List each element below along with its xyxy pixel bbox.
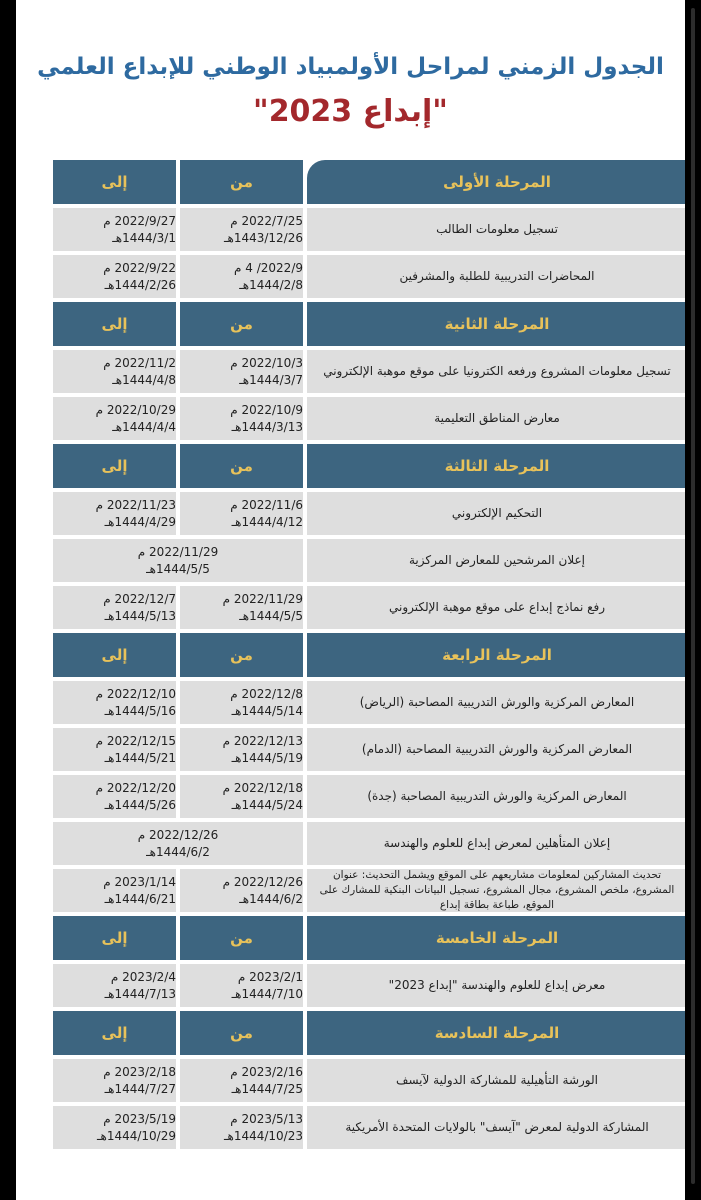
hijri-date: 1444/3/7هـ xyxy=(239,372,303,387)
phase-title: المرحلة الأولى xyxy=(307,160,687,204)
to-date-cell xyxy=(53,397,176,440)
gregorian-date: 2022/10/9 م xyxy=(230,402,303,417)
phase-title: المرحلة الخامسة xyxy=(307,916,687,960)
gregorian-date: 2022/10/29 م xyxy=(95,402,176,417)
hijri-date: 1444/7/13هـ xyxy=(104,986,176,1001)
hijri-date: 1444/5/26هـ xyxy=(104,797,176,812)
schedule-row xyxy=(34,208,687,251)
hijri-date: 1444/7/27هـ xyxy=(104,1081,176,1096)
activity-label: رفع نماذج إبداع على موقع موهبة الإلكتروني xyxy=(307,586,687,629)
from-column-header: من xyxy=(180,1011,303,1055)
to-column-header: إلى xyxy=(53,633,176,677)
gregorian-date: 2022/12/8 م xyxy=(230,686,303,701)
to-column-header: إلى xyxy=(53,916,176,960)
hijri-date: 1444/5/19هـ xyxy=(231,750,303,765)
activity-label: تسجيل معلومات المشروع ورفعه الكترونيا على موقع موهبة الإلكتروني xyxy=(307,350,687,393)
to-column-header: إلى xyxy=(53,444,176,488)
gregorian-date: 2022/9/27 م xyxy=(103,213,176,228)
hijri-date: 1444/7/25هـ xyxy=(231,1081,303,1096)
schedule-row xyxy=(34,1106,687,1149)
activity-label: المعارض المركزية والورش التدريبية المصاحبة (الرياض) xyxy=(307,681,687,724)
from-column-header: من xyxy=(180,444,303,488)
from-date-cell xyxy=(180,869,303,912)
gregorian-date: 2022/12/26 م xyxy=(222,874,303,889)
gregorian-date: 2023/2/18 م xyxy=(103,1064,176,1079)
activity-label: تحديث المشاركين لمعلومات مشاريعهم على الموقع ويشمل التحديث: عنوان المشروع، ملخص المشروع، مجال المشروع، تسجيل البيانات البنكية للمشارك على الموقع، طباعة بطاقة إبداع xyxy=(307,869,687,912)
gregorian-date: 2022/12/15 م xyxy=(95,733,176,748)
schedule-row xyxy=(34,822,687,865)
hijri-date: 1444/4/29هـ xyxy=(104,514,176,529)
from-date-cell xyxy=(180,397,303,440)
gregorian-date: 2023/1/14 م xyxy=(103,874,176,889)
hijri-date: 1444/6/2هـ xyxy=(239,891,303,906)
from-date-cell xyxy=(180,208,303,251)
hijri-date: 1444/10/23هـ xyxy=(223,1128,303,1143)
activity-label: إعلان المتأهلين لمعرض إبداع للعلوم والهندسة xyxy=(307,822,687,865)
hijri-date: 1444/5/16هـ xyxy=(104,703,176,718)
to-date-cell xyxy=(53,775,176,818)
activity-label: معارض المناطق التعليمية xyxy=(307,397,687,440)
hijri-date: 1444/2/8هـ xyxy=(239,277,303,292)
to-date-cell xyxy=(53,728,176,771)
scrollbar-thumb[interactable] xyxy=(691,8,695,1184)
from-column-header: من xyxy=(180,160,303,204)
from-date-cell xyxy=(180,775,303,818)
hijri-date: 1444/5/5هـ xyxy=(146,561,210,576)
hijri-date: 1444/5/21هـ xyxy=(104,750,176,765)
hijri-date: 1444/4/12هـ xyxy=(231,514,303,529)
to-date-cell xyxy=(53,681,176,724)
page-title: الجدول الزمني لمراحل الأولمبياد الوطني للإبداع العلمي xyxy=(37,54,664,80)
gregorian-date: 2022/9/ 4 م xyxy=(234,260,303,275)
schedule-row xyxy=(34,350,687,393)
gregorian-date: 2022/12/18 م xyxy=(222,780,303,795)
gregorian-date: 2022/12/13 م xyxy=(222,733,303,748)
hijri-date: 1444/7/10هـ xyxy=(231,986,303,1001)
schedule-card xyxy=(16,0,685,1200)
phase-header xyxy=(34,633,687,677)
from-column-header: من xyxy=(180,916,303,960)
schedule-row xyxy=(34,869,687,912)
activity-label: التحكيم الإلكتروني xyxy=(307,492,687,535)
gregorian-date: 2023/2/1 م xyxy=(237,969,303,984)
phase-title: المرحلة الرابعة xyxy=(307,633,687,677)
from-date-cell xyxy=(180,1106,303,1149)
gregorian-date: 2022/11/6 م xyxy=(230,497,303,512)
from-date-cell xyxy=(180,964,303,1007)
page-subtitle: "إبداع 2023" xyxy=(253,94,448,129)
hijri-date: 1444/4/4هـ xyxy=(112,419,176,434)
gregorian-date: 2023/5/19 م xyxy=(103,1111,176,1126)
gregorian-date: 2022/12/20 م xyxy=(95,780,176,795)
gregorian-date: 2023/5/13 م xyxy=(230,1111,303,1126)
phase-header xyxy=(34,916,687,960)
hijri-date: 1444/2/26هـ xyxy=(104,277,176,292)
gregorian-date: 2022/11/29 م xyxy=(222,591,303,606)
schedule-row xyxy=(34,586,687,629)
hijri-date: 1444/6/2هـ xyxy=(146,844,210,859)
from-date-cell xyxy=(180,681,303,724)
gregorian-date: 2023/2/16 م xyxy=(230,1064,303,1079)
activity-label: إعلان المرشحين للمعارض المركزية xyxy=(307,539,687,582)
to-column-header: إلى xyxy=(53,1011,176,1055)
schedule-row xyxy=(34,1059,687,1102)
to-date-cell xyxy=(53,208,176,251)
gregorian-date: 2022/9/22 م xyxy=(103,260,176,275)
hijri-date: 1444/5/24هـ xyxy=(231,797,303,812)
to-date-cell xyxy=(53,586,176,629)
to-date-cell xyxy=(53,869,176,912)
gregorian-date: 2022/11/29 م xyxy=(137,544,219,559)
from-date-cell xyxy=(180,255,303,298)
to-column-header: إلى xyxy=(53,302,176,346)
from-column-header: من xyxy=(180,633,303,677)
from-date-cell xyxy=(180,1059,303,1102)
hijri-date: 1444/5/13هـ xyxy=(104,608,176,623)
phase-title: المرحلة الثانية xyxy=(307,302,687,346)
gregorian-date: 2022/10/3 م xyxy=(230,355,303,370)
gregorian-date: 2022/7/25 م xyxy=(230,213,303,228)
to-column-header: إلى xyxy=(53,160,176,204)
gregorian-date: 2022/11/2 م xyxy=(103,355,176,370)
from-date-cell xyxy=(180,492,303,535)
gregorian-date: 2022/12/7 م xyxy=(103,591,176,606)
activity-label: الورشة التأهيلية للمشاركة الدولية لآيسف xyxy=(307,1059,687,1102)
phase-header xyxy=(34,1011,687,1055)
activity-label: تسجيل معلومات الطالب xyxy=(307,208,687,251)
schedule-row xyxy=(34,681,687,724)
hijri-date: 1443/12/26هـ xyxy=(223,230,303,245)
from-date-cell xyxy=(180,728,303,771)
activity-label: المشاركة الدولية لمعرض "آيسف" بالولايات المتحدة الأمريكية xyxy=(307,1106,687,1149)
phase-title: المرحلة الثالثة xyxy=(307,444,687,488)
phase-header xyxy=(34,160,687,204)
from-date-cell xyxy=(180,350,303,393)
to-date-cell xyxy=(53,964,176,1007)
schedule-row xyxy=(34,255,687,298)
hijri-date: 1444/3/1هـ xyxy=(112,230,176,245)
from-date-cell xyxy=(180,586,303,629)
schedule-row xyxy=(34,964,687,1007)
hijri-date: 1444/4/8هـ xyxy=(112,372,176,387)
to-date-cell xyxy=(53,255,176,298)
activity-label: المحاضرات التدريبية للطلبة والمشرفين xyxy=(307,255,687,298)
schedule-row xyxy=(34,539,687,582)
to-date-cell xyxy=(53,350,176,393)
gregorian-date: 2022/12/26 م xyxy=(137,827,219,842)
gregorian-date: 2023/2/4 م xyxy=(110,969,176,984)
to-date-cell xyxy=(53,1106,176,1149)
hijri-date: 1444/3/13هـ xyxy=(231,419,303,434)
to-date-cell xyxy=(53,492,176,535)
scrollbar[interactable] xyxy=(685,0,701,1200)
hijri-date: 1444/10/29هـ xyxy=(96,1128,176,1143)
schedule-row xyxy=(34,397,687,440)
phase-title: المرحلة السادسة xyxy=(307,1011,687,1055)
schedule-row xyxy=(34,775,687,818)
phase-header xyxy=(34,444,687,488)
to-date-cell xyxy=(53,1059,176,1102)
hijri-date: 1444/6/21هـ xyxy=(104,891,176,906)
gregorian-date: 2022/11/23 م xyxy=(95,497,176,512)
gregorian-date: 2022/12/10 م xyxy=(95,686,176,701)
schedule-row xyxy=(34,492,687,535)
activity-label: المعارض المركزية والورش التدريبية المصاحبة (الدمام) xyxy=(307,728,687,771)
single-date-cell xyxy=(53,822,303,865)
activity-label: معرض إبداع للعلوم والهندسة "إبداع 2023" xyxy=(307,964,687,1007)
activity-label: المعارض المركزية والورش التدريبية المصاحبة (جدة) xyxy=(307,775,687,818)
from-column-header: من xyxy=(180,302,303,346)
hijri-date: 1444/5/14هـ xyxy=(231,703,303,718)
single-date-cell xyxy=(53,539,303,582)
schedule-table xyxy=(34,160,687,1149)
hijri-date: 1444/5/5هـ xyxy=(239,608,303,623)
phase-header xyxy=(34,302,687,346)
schedule-row xyxy=(34,728,687,771)
